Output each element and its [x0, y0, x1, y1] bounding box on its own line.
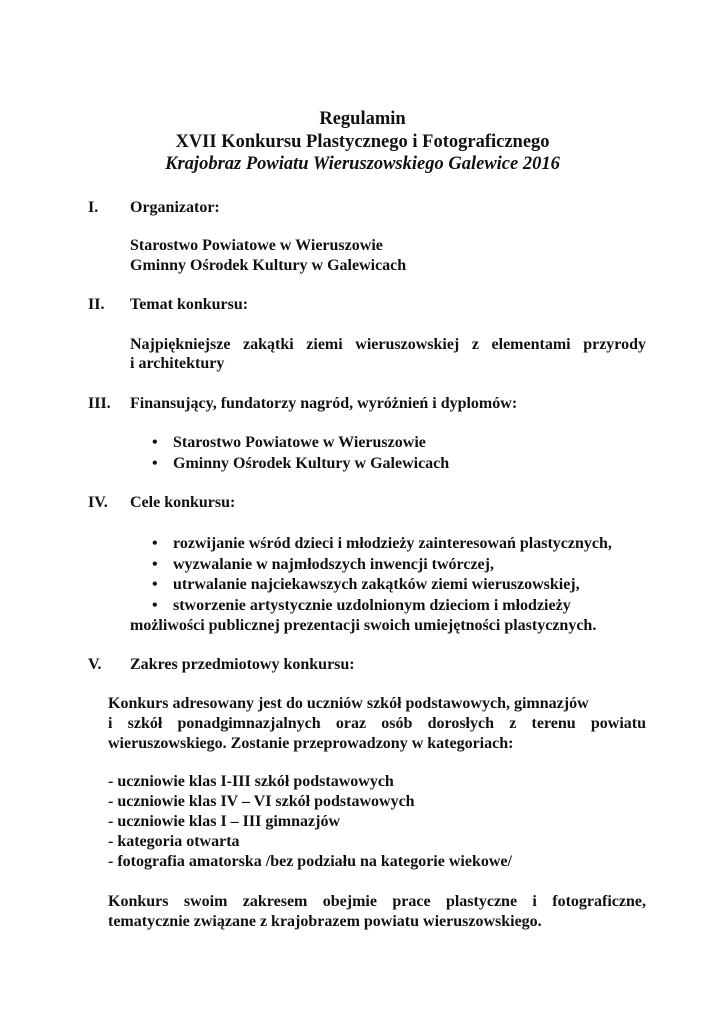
section-2-line: Najpiękniejsze zakątki ziemi wieruszowskiej z elementami przyrody	[130, 336, 646, 353]
category-item: - uczniowie klas IV – VI szkół podstawowych	[108, 793, 415, 810]
section-2-number: II.	[88, 296, 105, 313]
section-1-line: Gminny Ośrodek Kultury w Galewicach	[130, 257, 407, 274]
bullet-icon: •	[152, 455, 158, 472]
section-5-paragraph-line: wieruszowskiego. Zostanie przeprowadzony w kategoriach:	[108, 735, 514, 752]
category-item: - uczniowie klas I – III gimnazjów	[108, 813, 341, 830]
bullet-icon: •	[152, 535, 158, 552]
section-4-bullet: rozwijanie wśród dzieci i młodzieży zainteresowań plastycznych,	[173, 535, 612, 552]
section-3-bullet: Gminny Ośrodek Kultury w Galewicach	[173, 455, 450, 472]
section-4-continuation: możliwości publicznej prezentacji swoich umiejętności plastycznych.	[130, 617, 597, 634]
category-item: - fotografia amatorska /bez podziału na kategorie wiekowe/	[108, 853, 512, 870]
section-4-bullet: wyzwalanie w najmłodszych inwencji twórczej,	[173, 556, 494, 573]
section-5-heading: Zakres przedmiotowy konkursu:	[130, 656, 355, 673]
section-1-number: I.	[88, 199, 99, 216]
document-subtitle: XVII Konkursu Plastycznego i Fotograficznego	[175, 132, 550, 152]
section-5-number: V.	[88, 656, 102, 673]
section-4-bullet: utrwalanie najciekawszych zakątków ziemi wieruszowskiej,	[173, 576, 580, 593]
section-5-paragraph-line: tematycznie związane z krajobrazem powiatu wieruszowskiego.	[108, 913, 542, 930]
section-3-heading: Finansujący, fundatorzy nagród, wyróżnień i dyplomów:	[130, 395, 518, 412]
document-title: Regulamin	[319, 109, 406, 129]
section-3-number: III.	[88, 395, 111, 412]
section-2-line: i architektury	[130, 355, 225, 372]
section-2-heading: Temat konkursu:	[130, 296, 249, 313]
section-3-bullet: Starostwo Powiatowe w Wieruszowie	[173, 434, 426, 451]
section-4-bullet: stworzenie artystycznie uzdolnionym dzieciom i młodzieży	[173, 597, 571, 614]
category-item: - uczniowie klas I-III szkół podstawowych	[108, 773, 394, 790]
section-1-heading: Organizator:	[130, 199, 220, 216]
section-5-paragraph-line: i szkół ponadgimnazjalnych oraz osób dorosłych z terenu powiatu	[108, 715, 646, 732]
bullet-icon: •	[152, 434, 158, 451]
document-subtitle-italic: Krajobraz Powiatu Wieruszowskiego Galewice 2016	[165, 154, 560, 174]
bullet-icon: •	[152, 576, 158, 593]
bullet-icon: •	[152, 597, 158, 614]
section-4-number: IV.	[88, 494, 108, 511]
section-5-paragraph-line: Konkurs swoim zakresem obejmie prace plastyczne i fotograficzne,	[108, 893, 646, 910]
bullet-icon: •	[152, 556, 158, 573]
section-4-heading: Cele konkursu:	[130, 494, 236, 511]
category-item: - kategoria otwarta	[108, 833, 240, 850]
section-1-line: Starostwo Powiatowe w Wieruszowie	[130, 237, 383, 254]
section-5-paragraph-line: Konkurs adresowany jest do uczniów szkół podstawowych, gimnazjów	[108, 695, 589, 712]
